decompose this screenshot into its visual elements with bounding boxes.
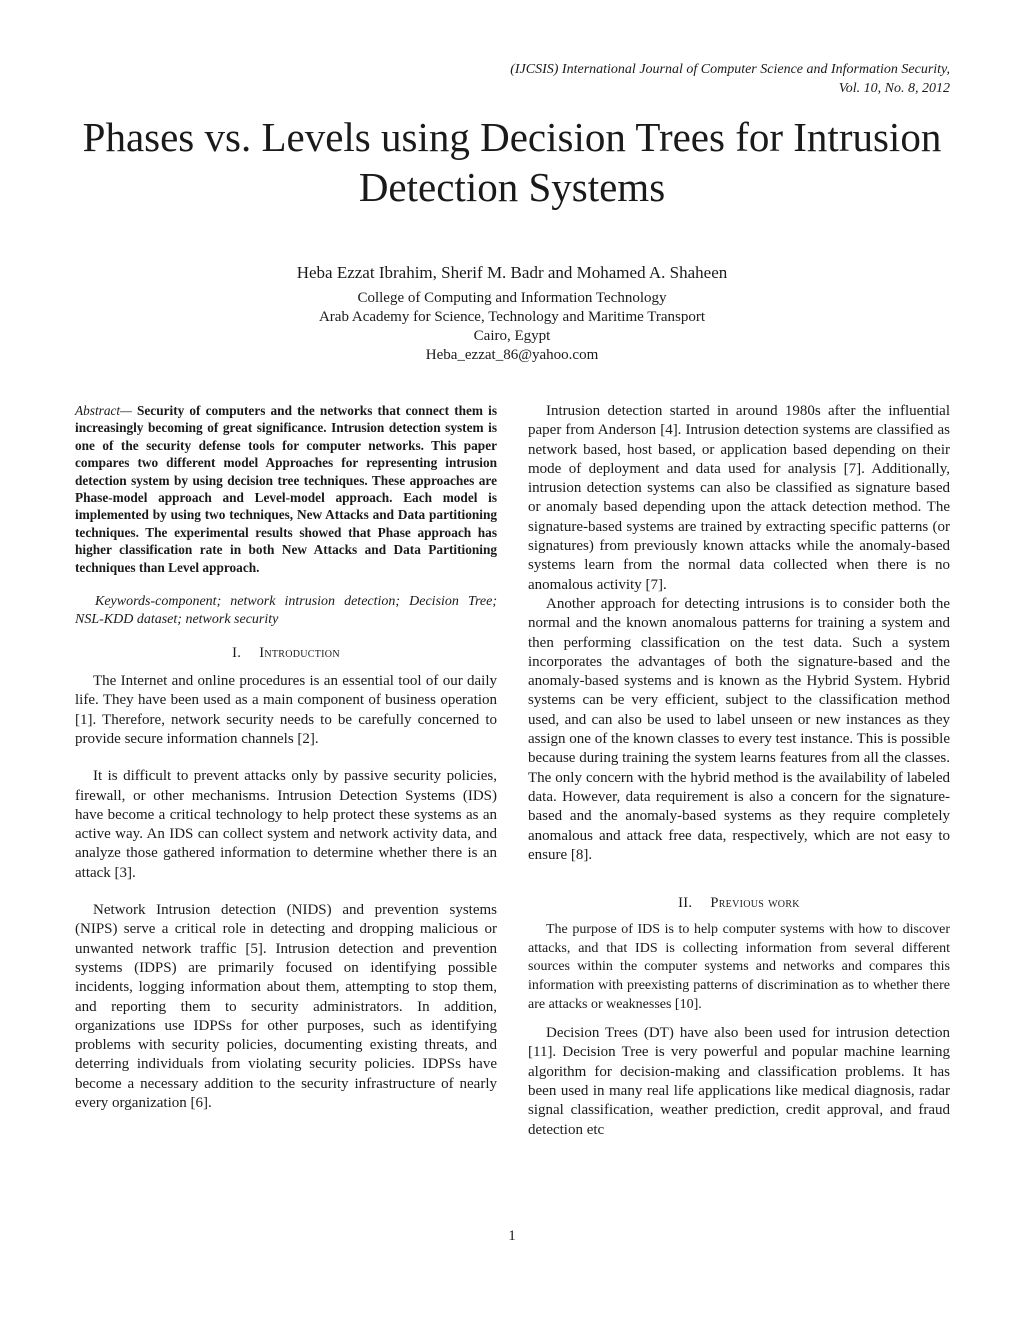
intro-paragraph-2: It is difficult to prevent attacks only by passive security policies, firewall, or other mechanisms. Intrusion Detection Systems (IDS) have become a critical technology to help protect these systems as an active way. An IDS can collect system and network activity data, and analyze those gathered information to determine whether there is an attack [3]. <box>75 768 497 881</box>
author-city: Cairo, Egypt <box>473 328 551 344</box>
section-title: Introduction <box>259 645 340 662</box>
section-title: Previous work <box>710 895 800 912</box>
section-heading-previous-work <box>528 895 950 912</box>
title-line-1: Phases vs. Levels using Decision Trees for Intrusion <box>82 114 942 160</box>
author-college: College of Computing and Information Technology <box>357 290 667 306</box>
section-heading-introduction <box>75 645 497 662</box>
intro-paragraph-4: Intrusion detection started in around 1980s after the influential paper from Anderson [4]. Intrusion detection systems are classified as network based, host based, or application based depending on their mode of deployment and data used for analysis [7]. Additionally, intrusion detection systems can also be classified as signature based or anomaly based depending upon the attack detection method. The signature-based systems are trained by extracting specific patterns (or signatures) from previously known attacks while the anomaly-based systems learn from the normal data collected when there is no anomalous activity [7]. <box>528 403 950 593</box>
journal-name: (IJCSIS) International Journal of Computer Science and Information Security, <box>510 62 950 77</box>
author-names: Heba Ezzat Ibrahim, Sherif M. Badr and Mohamed A. Shaheen <box>296 263 728 282</box>
abstract <box>75 402 497 576</box>
author-email[interactable]: Heba_ezzat_86@yahoo.com <box>425 347 599 363</box>
section-number: I. <box>232 645 242 662</box>
keywords: Keywords-component; network intrusion detection; Decision Tree; NSL-KDD dataset; network security <box>75 594 497 628</box>
previous-work-paragraph-2: Decision Trees (DT) have also been used for intrusion detection [11]. Decision Tree is very powerful and popular machine learning algorithm for decision-making and classification problems. It has been used in many real life applications like medical diagnosis, radar signal classification, weather prediction, credit approval, and fraud detection etc <box>528 1025 950 1138</box>
section-number: II. <box>678 895 693 912</box>
intro-paragraph-1: The Internet and online procedures is an essential tool of our daily life. They have been used as a main component of business operation [1]. Therefore, network security needs to be carefully concerned to provide secure information channels [2]. <box>75 673 497 747</box>
author-block <box>160 262 864 365</box>
abstract-lead: Abstract— <box>75 403 132 418</box>
page-number: 1 <box>508 1228 516 1244</box>
previous-work-paragraph-1: The purpose of IDS is to help computer systems with how to discover attacks, and that IDS is collecting information from several different sources within the computer systems and networks and compares this information with preexisting patterns of discrimination as to whether there are attacks or weaknesses [10]. <box>528 922 950 1012</box>
author-academy: Arab Academy for Science, Technology and Maritime Transport <box>318 309 706 325</box>
title-line-2: Detection Systems <box>358 164 666 210</box>
abstract-text: Security of computers and the networks that connect them is increasingly becoming of great significance. Intrusion detection system is one of the security defense tools for computer networks. This paper compares two different model Approaches for representing intrusion detection system by using decision tree techniques. These approaches are Phase-model approach and Level-model approach. Each model is implemented by using two techniques, New Attacks and Data partitioning techniques. The experimental results showed that Phase approach has higher classification rate in both New Attacks and Data Partitioning techniques than Level approach. <box>75 403 497 575</box>
intro-paragraph-5: Another approach for detecting intrusions is to consider both the normal and the known anomalous patterns for training a system and then performing classification on the test data. Such a system incorporates the advantages of both the signature-based and the anomaly-based systems and is known as the Hybrid System. Hybrid systems can be very efficient, subject to the classification method used, and can also be used to label unseen or new instances as they assign one of the known classes to every test instance. This is possible because during training the system learns features from all the classes. The only concern with the hybrid method is the availability of labeled data. However, data requirement is also a concern for the signature-based and the anomaly-based systems as they require completely anomalous and attack free data, respectively, which are not easy to ensure [8]. <box>528 595 950 863</box>
journal-header <box>510 60 950 98</box>
intro-paragraph-3: Network Intrusion detection (NIDS) and prevention systems (NIPS) serve a critical role in detecting and dropping malicious or unwanted network traffic [5]. Intrusion detection and prevention systems (IDPS) are primarily focused on identifying possible incidents, logging information about them, attempting to stop them, and reporting them to security administrators. In addition, organizations use IDPSs for other purposes, such as identifying problems with security policies, documenting existing threats, and deterring individuals from violating security policies. IDPSs have become a necessary addition to the security infrastructure of nearly every organization [6]. <box>75 902 497 1111</box>
right-column <box>528 402 950 1140</box>
paper-title <box>60 112 964 212</box>
journal-volume: Vol. 10, No. 8, 2012 <box>838 81 950 96</box>
left-column <box>75 402 497 1113</box>
